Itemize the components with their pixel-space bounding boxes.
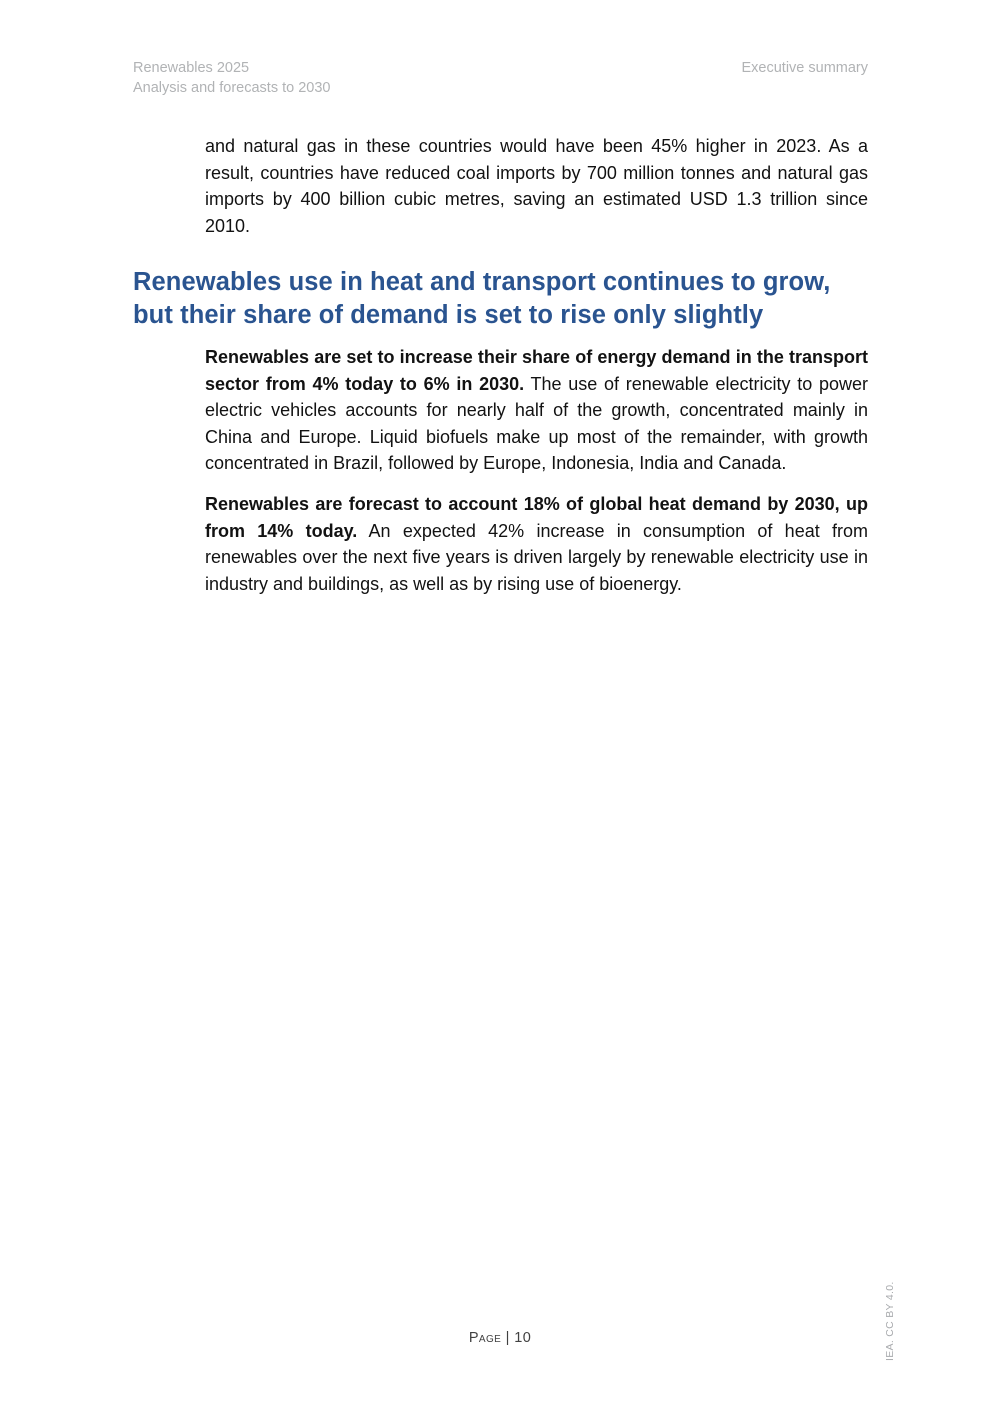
paragraph-transport: [205, 344, 868, 477]
page-header: [133, 58, 868, 98]
report-title: Renewables 2025: [133, 60, 250, 76]
paragraph-fuel-imports: and natural gas in these countries would have been 45% higher in 2023. As a result, countries have reduced coal imports by 700 million tonnes and natural gas imports by 400 billion cubic metres, saving an estimated USD 1.3 trillion since 2010.: [205, 136, 868, 236]
section-heading-line-1: Renewables use in heat and transport continues to grow,: [133, 268, 831, 296]
license-vertical-text: IEA. CC BY 4.0.: [884, 1281, 896, 1361]
page-number: Page | 10: [468, 1330, 532, 1346]
header-section-label: Executive summary: [741, 60, 868, 76]
report-subtitle: Analysis and forecasts to 2030: [133, 80, 331, 96]
section-heading-line-2: but their share of demand is set to rise only slightly: [133, 300, 764, 329]
header-report-title-block: [133, 58, 330, 98]
paragraph-heat-lead: Renewables are forecast to account 18% of global heat demand by 2030, up from 14% today.: [205, 494, 868, 541]
paragraph-heat-body: An expected 42% increase in consumption of heat from renewables over the next five years is driven largely by renewable electricity use in industry and buildings, as well as by rising use of bioenergy.: [205, 520, 868, 594]
section-heading: [133, 266, 878, 331]
paragraph-transport-body: The use of renewable electricity to power electric vehicles accounts for nearly half of the growth, concentrated mainly in China and Europe. Liquid biofuels make up most of the remainder, with growth concentrated in Brazil, followed by Europe, Indonesia, India and Canada.: [205, 373, 868, 474]
paragraph-heat: [205, 491, 868, 597]
paragraph-transport-lead: Renewables are set to increase their share of energy demand in the transport sector from 4% today to 6% in 2030.: [205, 347, 868, 394]
